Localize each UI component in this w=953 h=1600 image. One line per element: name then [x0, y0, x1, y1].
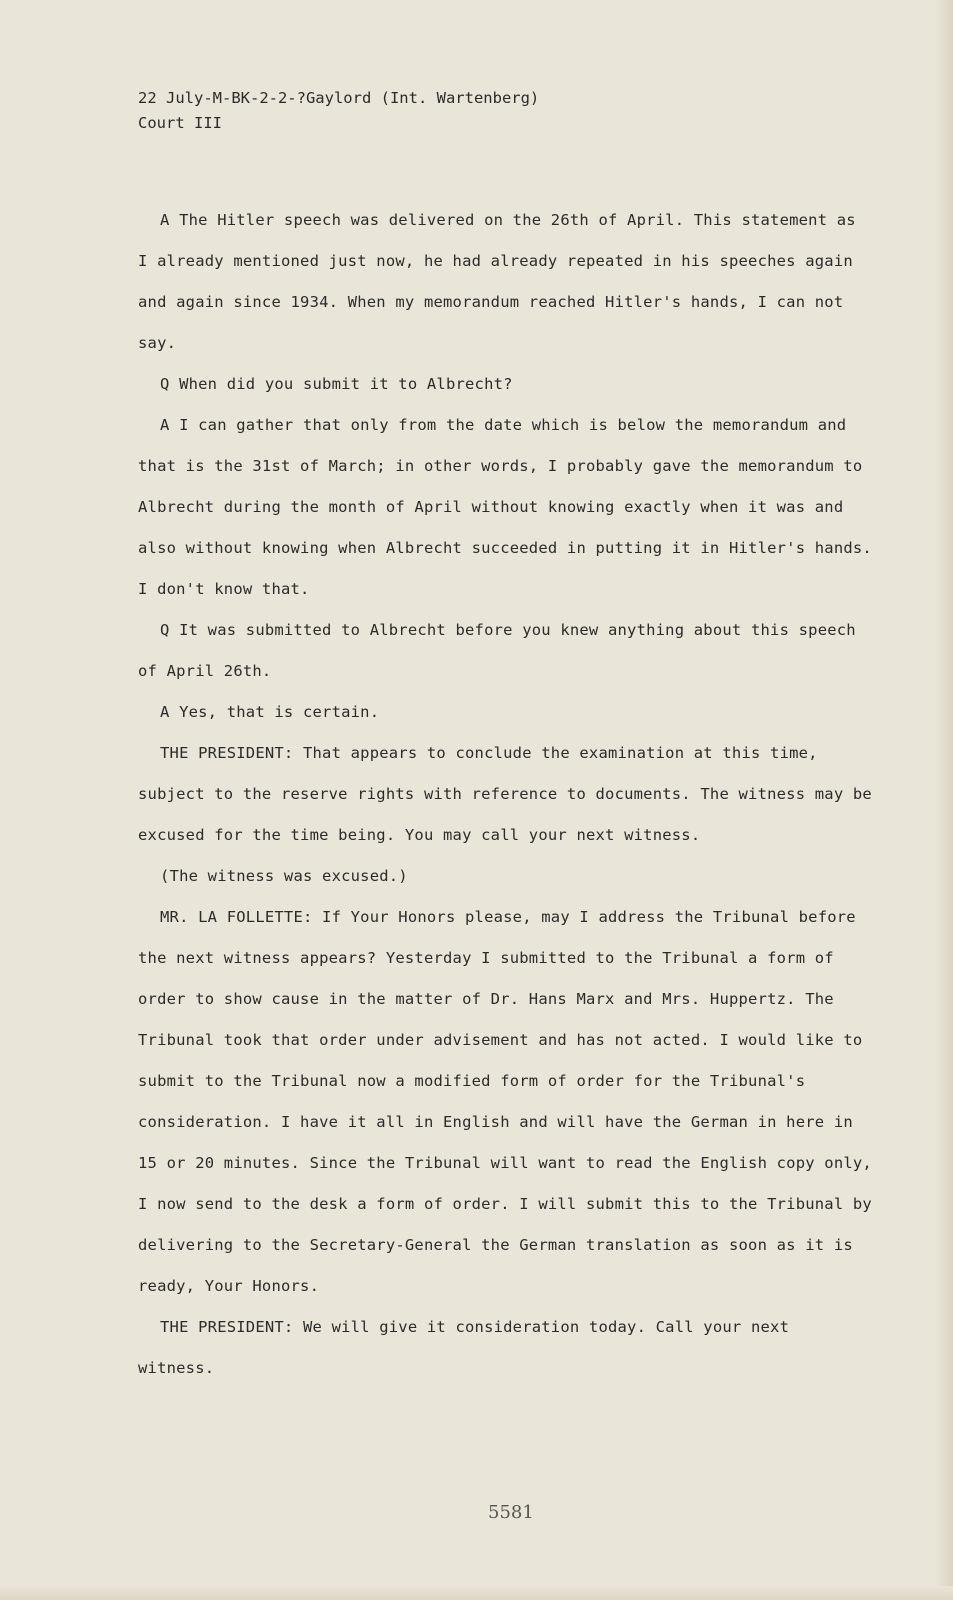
header-court-line: Court III [138, 114, 222, 132]
transcript-paragraph: Q It was submitted to Albrecht before you knew anything about this speech of April 26th. [138, 621, 856, 680]
page-edge-bottom [0, 1586, 953, 1600]
transcript-paragraph: THE PRESIDENT: That appears to conclude the examination at this time, subject to the reserve rights with reference to documents. The witness may be excused for the time being. You may call your next witness. [138, 744, 872, 844]
transcript-body [138, 200, 873, 1389]
transcript-paragraph: (The witness was excused.) [160, 867, 408, 885]
transcript-paragraph: A The Hitler speech was delivered on the 26th of April. This statement as I already mentioned just now, he had already repeated in his speeches again and again since 1934. When my memorandum reached Hitler's hands, I can not say. [138, 211, 856, 352]
document-header [138, 86, 539, 136]
transcript-paragraph: A I can gather that only from the date which is below the memorandum and that is the 31st of March; in other words, I probably gave the memorandum to Albrecht during the month of April without knowing exactly when it was and also without knowing when Albrecht succeeded in putting it in Hitler's hands. I don't know that. [138, 416, 872, 598]
header-reference-line: 22 July-M-BK-2-2-?Gaylord (Int. Wartenberg) [138, 89, 540, 107]
transcript-paragraph: MR. LA FOLLETTE: If Your Honors please, may I address the Tribunal before the next witness appears? Yesterday I submitted to the Tribunal a form of order to show cause in the matter of Dr. Hans Marx and Mrs. Huppertz. The Tribunal took that order under advisement and has not acted. I would like to submit to the Tribunal now a modified form of order for the Tribunal's consideration. I have it all in English and will have the German in here in 15 or 20 minutes. Since the Tribunal will want to read the English copy only, I now send to the desk a form of order. I will submit this to the Tribunal by delivering to the Secretary-General the German translation as soon as it is ready, Your Honors. [138, 908, 872, 1295]
page-number: 5581 [488, 1502, 534, 1523]
page-edge-right [935, 0, 953, 1600]
transcript-paragraph: A Yes, that is certain. [160, 703, 380, 721]
transcript-paragraph: THE PRESIDENT: We will give it consideration today. Call your next witness. [138, 1318, 790, 1377]
transcript-paragraph: Q When did you submit it to Albrecht? [160, 375, 513, 393]
